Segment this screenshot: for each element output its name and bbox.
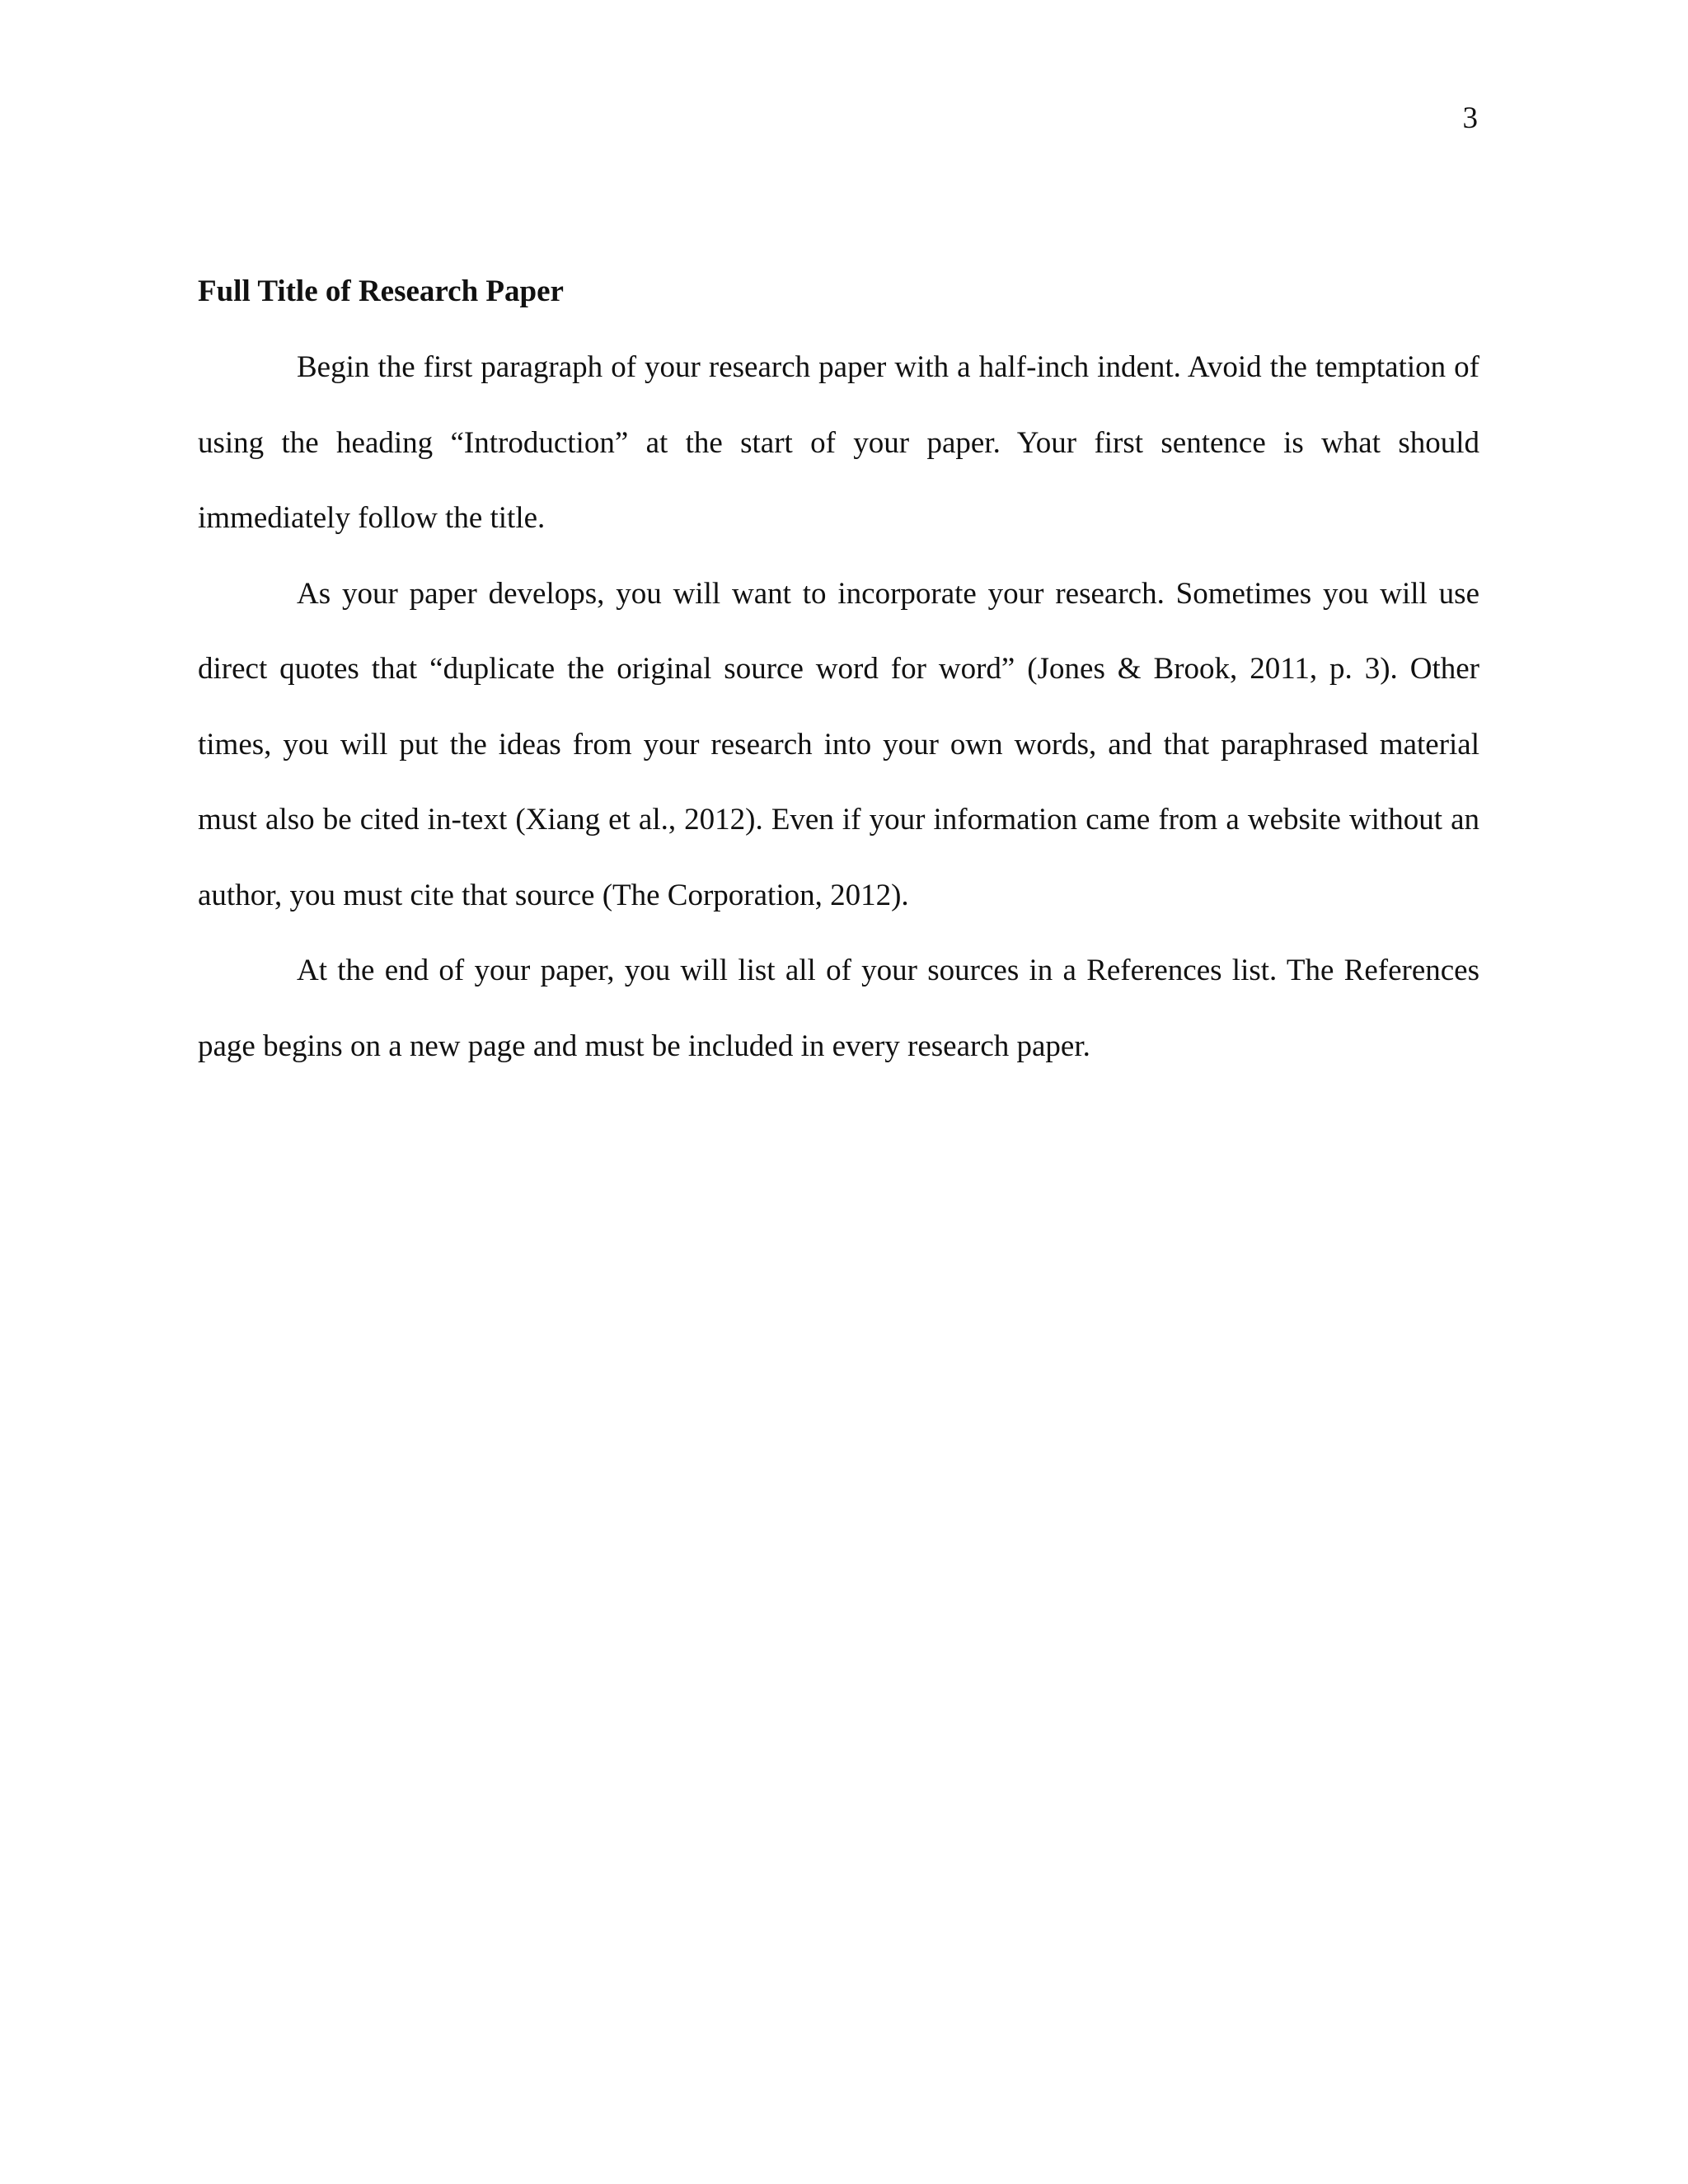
paper-title: Full Title of Research Paper <box>198 274 564 308</box>
page-number: 3 <box>1462 101 1478 135</box>
body-paragraph-1: Begin the first paragraph of your research paper with a half-inch indent. Avoid the temptation of using the heading “Introduction” at the start of your paper. Your first sentence is what should immediately follow the title. <box>198 350 1479 535</box>
document-body <box>198 272 1479 1084</box>
body-paragraph-2: As your paper develops, you will want to incorporate your research. Sometimes you will use direct quotes that “duplicate the original source word for word” (Jones & Brook, 2011, p. 3). Other times, you will put the ideas from your research into your own words, and that paraphrased material must also be cited in-text (Xiang et al., 2012). Even if your information came from a website without an author, you must cite that source (The Corporation, 2012). <box>198 576 1479 912</box>
body-paragraph-3: At the end of your paper, you will list all of your sources in a References list. The References page begins on a new page and must be included in every research paper. <box>198 954 1479 1063</box>
